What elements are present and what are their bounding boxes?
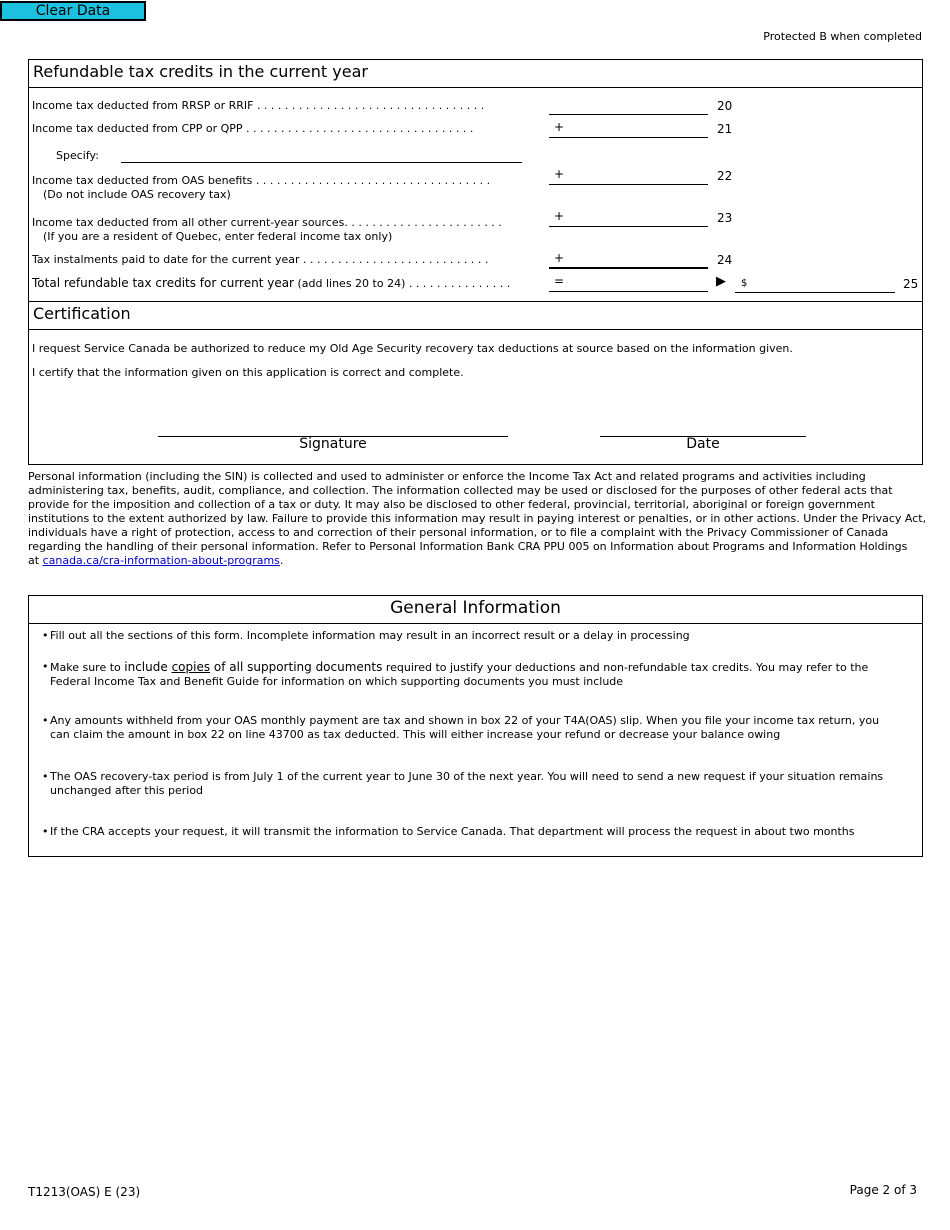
line-23-number: 23 (717, 211, 733, 225)
bullet-item (42, 629, 892, 643)
bullet-text (50, 660, 892, 689)
plus-sign: + (554, 167, 565, 181)
bullet-item (42, 660, 892, 689)
bullet-text: Any amounts withheld from your OAS monthly payment are tax and shown in box 22 of your T4A(OAS) slip. When you file your income tax return, you can claim the amount in box 22 on line 43700 as tax deducted. This will either increase your refund or decrease your balance owing (50, 714, 880, 741)
line-25-input[interactable] (735, 275, 895, 293)
specify-input[interactable] (121, 145, 522, 163)
specify-label: Specify: (56, 149, 99, 162)
total-label-rest: (add lines 20 to 24) . . . . . . . . . . . . . . . (293, 277, 511, 290)
line-23-note: (If you are a resident of Quebec, enter federal income tax only) (43, 230, 393, 243)
line-22-note: (Do not include OAS recovery tax) (43, 188, 231, 201)
section-divider (28, 329, 923, 330)
section-divider (28, 87, 923, 88)
line-21-number: 21 (717, 122, 733, 136)
bullet-item (42, 825, 892, 839)
date-field[interactable] (600, 418, 806, 437)
line-25-number: 25 (903, 277, 919, 291)
cra-info-link[interactable]: canada.ca/cra-information-about-programs (42, 554, 280, 567)
bullet-text-copies: copies (171, 660, 211, 674)
line-24-number: 24 (717, 253, 733, 267)
line-20-label: Income tax deducted from RRSP or RRIF . . . . . . . . . . . . . . . . . . . . . . . . . . . . . . . . . (32, 99, 485, 112)
form-identifier: T1213(OAS) E (23) (28, 1185, 141, 1199)
bullet-item (42, 714, 892, 742)
certification-title: Certification (33, 304, 131, 323)
bullet-dot: • (42, 770, 49, 783)
line-20-number: 20 (717, 99, 733, 113)
bullet-dot: • (42, 825, 49, 838)
bullet-text: The OAS recovery-tax period is from July 1 of the current year to June 30 of the next year. You will need to send a new request if your situation remains unchanged after this period (50, 770, 884, 797)
plus-sign: + (554, 209, 565, 223)
arrow-icon: ▶ (716, 274, 726, 289)
signature-field[interactable] (158, 418, 508, 437)
bullet-text-include: include (124, 660, 172, 674)
bullet-text-rest: required to justify your deductions and non-refundable tax credits. You may refer to the Federal Income Tax and Benefit Guide for information on which supporting documents you must include (50, 661, 869, 688)
line-24-subtotal-input[interactable] (549, 274, 708, 292)
equals-sign: = (554, 274, 565, 288)
refundable-credits-title: Refundable tax credits in the current year (33, 62, 368, 81)
signature-label: Signature (299, 436, 367, 452)
privacy-at: at (28, 554, 43, 567)
line-20-input[interactable] (549, 97, 708, 115)
line-21-input[interactable] (549, 120, 708, 138)
plus-sign: + (554, 120, 565, 134)
privacy-period: . (279, 554, 284, 567)
clear-data-button[interactable]: Clear Data (0, 1, 146, 21)
general-information-title: General Information (390, 598, 561, 618)
privacy-notice (28, 470, 928, 568)
plus-sign: + (554, 251, 565, 265)
line-22-label: Income tax deducted from OAS benefits . . . . . . . . . . . . . . . . . . . . . . . . . . . . . . . . . . (32, 174, 491, 187)
line-22-input[interactable] (549, 167, 708, 185)
line-24-label: Tax instalments paid to date for the current year . . . . . . . . . . . . . . . . . . . . . . . . . . . (32, 253, 489, 266)
line-23-input[interactable] (549, 209, 708, 227)
bullet-dot: • (42, 714, 49, 727)
line-23-label: Income tax deducted from all other current-year sources. . . . . . . . . . . . . . . . . . . . . . . (32, 216, 502, 229)
line-21-label: Income tax deducted from CPP or QPP . . . . . . . . . . . . . . . . . . . . . . . . . . . . . . . . . (32, 122, 474, 135)
date-label: Date (686, 436, 720, 452)
line-22-number: 22 (717, 169, 733, 183)
certification-certify-text: I certify that the information given on this application is correct and complete. (32, 366, 464, 379)
page-number: Page 2 of 3 (849, 1183, 917, 1197)
section-divider (28, 623, 923, 624)
certification-request-text: I request Service Canada be authorized to reduce my Old Age Security recovery tax deductions at source based on the information given. (32, 342, 793, 355)
bullet-text: If the CRA accepts your request, it will transmit the information to Service Canada. That department will process the request in about two months (50, 825, 855, 838)
line-24-input[interactable] (549, 251, 708, 269)
bullet-text-supporting: of all supporting documents (210, 660, 383, 674)
bullet-dot: • (42, 629, 49, 642)
protected-b-notice: Protected B when completed (763, 30, 922, 43)
bullet-item (42, 770, 892, 798)
bullet-text-pre: Make sure to (50, 661, 125, 674)
bullet-dot: • (42, 660, 49, 673)
bullet-text: Fill out all the sections of this form. Incomplete information may result in an incorrect result or a delay in processing (50, 629, 690, 642)
total-label-main: Total refundable tax credits for current year (32, 276, 294, 290)
dollar-sign: $ (741, 278, 748, 289)
total-label (32, 276, 510, 290)
privacy-text: Personal information (including the SIN) is collected and used to administer or enforce the Income Tax Act and related programs and activities including administering tax, benefits, audit, compliance, and collection. The information collected may be used or disclosed for the purposes of other federal acts that provide for the imposition and collection of a tax or duty. It may also be disclosed to other federal, provincial, territorial, aboriginal or foreign government institutions to the extent authorized by law. Failure to provide this information may result in paying interest or penalties, or in other actions. Under the Privacy Act, individuals have a right of protection, access to and correction of their personal information, or to file a complaint with the Privacy Commissioner of Canada regarding the handling of their personal information. Refer to Personal Information Bank CRA PPU 005 on Information about Programs and Information Holdings (28, 470, 927, 553)
